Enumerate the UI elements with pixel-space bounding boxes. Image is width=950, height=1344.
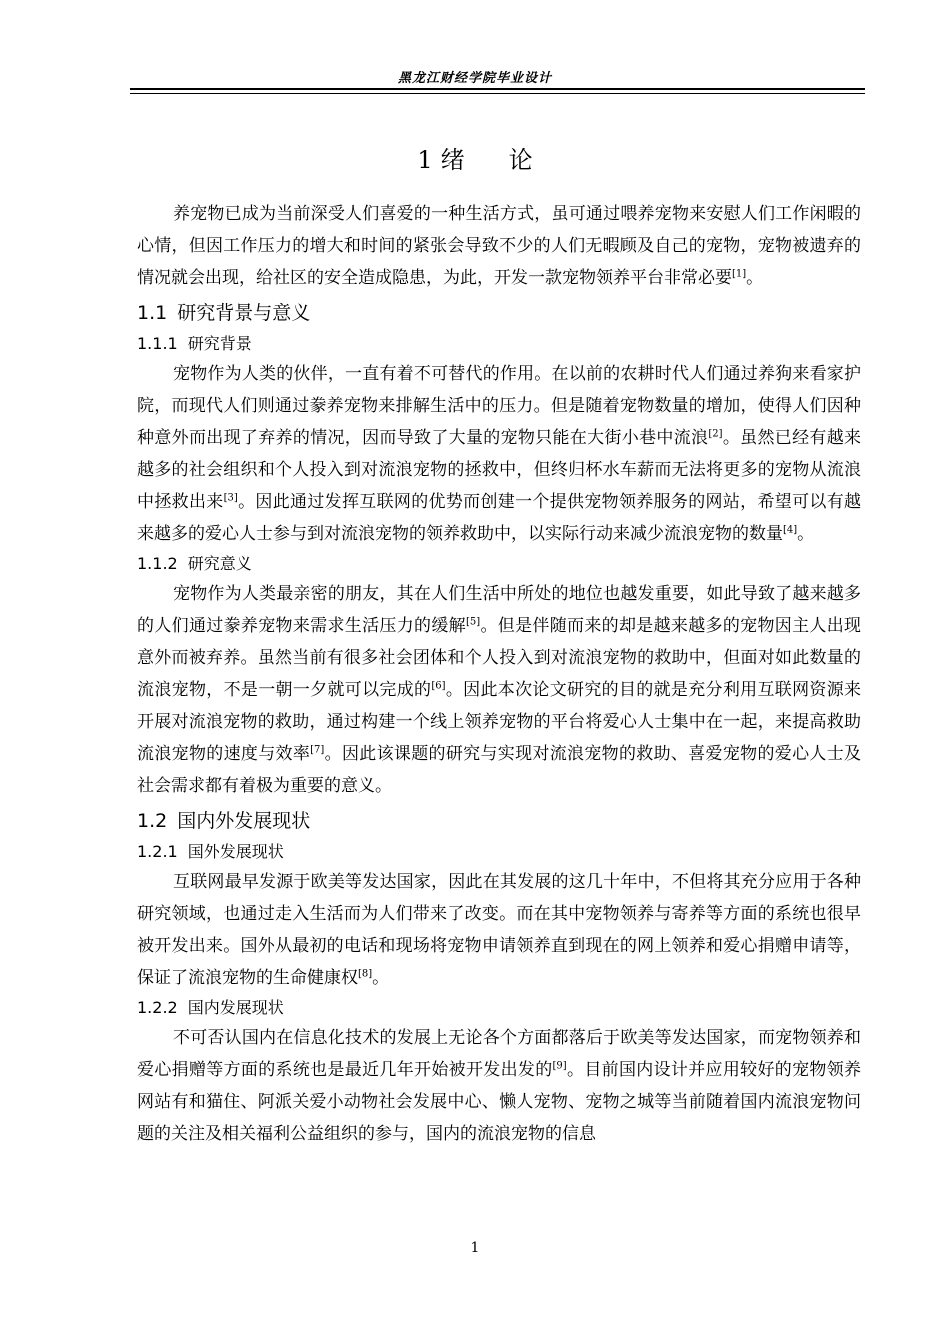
paragraph-text: 不可否认国内在信息化技术的发展上无论各个方面都落后于欧美等发达国家，而宠物领养和爱心捐赠等方面的系统也是最近几年开始被开发出发的 [137, 1028, 861, 1080]
chapter-number: 1 [417, 146, 433, 174]
chapter-title-part-b: 论 [508, 146, 533, 174]
subsection-heading-1-1-1 [137, 330, 861, 358]
paragraph-text: 互联网最早发源于欧美等发达国家，因此在其发展的这几十年中，不但将其充分应用于各种研究领域，也通过走入生活而为人们带来了改变。而在其中宠物领养与寄养等方面的系统也很早被开发出来。国外从最初的电话和现场将宠物申请领养直到现在的网上领养和爱心捐赠申请等，保证了流浪宠物的生命健康权 [137, 872, 861, 988]
section-number: 1.1 [137, 302, 168, 324]
subsection-title: 研究意义 [187, 554, 252, 573]
paragraph-text: 宠物作为人类的伙伴，一直有着不可替代的作用。在以前的农耕时代人们通过养狗来看家护院，而现代人们则通过豢养宠物来排解生活中的压力。但是随着宠物数量的增加，使得人们因种种意外而出现了弃养的情况，因而导致了大量的宠物只能在大街小巷中流浪 [137, 364, 861, 448]
paragraph-text: 宠物作为人类最亲密的朋友，其在人们生活中所处的地位也越发重要，如此导致了越来越多的人们通过豢养宠物来需求生活压力的缓解 [137, 584, 861, 636]
paragraph-text: 。 [372, 968, 390, 988]
subsection-number: 1.1.2 [137, 554, 178, 573]
paragraph-text: 。因此该课题的研究与实现对流浪宠物的救助、喜爱宠物的爱心人士及社会需求都有着极为重要的意义。 [137, 744, 862, 796]
citation-ref: [6] [431, 680, 446, 692]
subsection-number: 1.1.1 [137, 334, 178, 353]
header-rule-thin [130, 93, 865, 94]
header-rule-thick [130, 88, 865, 90]
paragraph-text: 。虽然已经有越来越多的社会组织和个人投入到对流浪宠物的拯救中，但终归杯水车薪而无法将更多的宠物从流浪中拯救出来 [137, 428, 862, 512]
subsection-title: 国内发展现状 [187, 998, 284, 1017]
subsection-number: 1.2.2 [137, 998, 178, 1017]
running-header: 黑龙江财经学院毕业设计 [397, 71, 552, 86]
paragraph-text: 。 [797, 524, 815, 544]
paragraph-research-significance [137, 578, 861, 802]
citation-ref: [4] [783, 524, 798, 536]
subsection-heading-1-1-2 [137, 550, 861, 578]
paragraph-text: 。因此本次论文研究的目的就是充分利用互联网资源来开展对流浪宠物的救助，通过构建一个线上领养宠物的平台将爱心人士集中在一起，来提高救助流浪宠物的速度与效率 [137, 680, 862, 764]
paragraph-domestic-status [137, 1022, 861, 1150]
subsection-title: 国外发展现状 [187, 842, 284, 861]
intro-paragraph [137, 198, 861, 294]
section-heading-1-1 [137, 296, 861, 330]
paragraph-research-background [137, 358, 861, 550]
paragraph-text: 。目前国内设计并应用较好的宠物领养网站有和猫住、阿派关爱小动物社会发展中心、懒人宠物、宠物之城等当前随着国内流浪宠物问题的关注及相关福利公益组织的参与，国内的流浪宠物的信息 [137, 1060, 862, 1144]
section-heading-1-2 [137, 804, 861, 838]
citation-ref: [7] [310, 744, 325, 756]
paragraph-text: 。但是伴随而来的却是越来越多的宠物因主人出现意外而被弃养。虽然当前有很多社会团体和个人投入到对流浪宠物的救助中，但面对如此数量的流浪宠物，不是一朝一夕就可以完成的 [137, 616, 862, 700]
section-title: 国内外发展现状 [177, 810, 311, 832]
citation-ref: [9] [552, 1060, 567, 1072]
citation-ref: [2] [708, 428, 723, 440]
subsection-number: 1.2.1 [137, 842, 178, 861]
citation-ref: [8] [358, 968, 373, 980]
paragraph-text: 。因此通过发挥互联网的优势而创建一个提供宠物领养服务的网站，希望可以有越来越多的爱心人士参与到对流浪宠物的领养救助中，以实际行动来减少流浪宠物的数量 [137, 492, 862, 544]
citation-ref: [3] [223, 492, 238, 504]
intro-text: 养宠物已成为当前深受人们喜爱的一种生活方式，虽可通过喂养宠物来安慰人们工作闲暇的心情，但因工作压力的增大和时间的紧张会导致不少的人们无暇顾及自己的宠物，宠物被遗弃的情况就会出现，给社区的安全造成隐患，为此，开发一款宠物领养平台非常必要 [137, 204, 861, 288]
chapter-title-part-a: 绪 [440, 146, 465, 174]
paragraph-foreign-status [137, 866, 861, 994]
subsection-heading-1-2-1 [137, 838, 861, 866]
intro-text-end: 。 [746, 268, 764, 288]
citation-ref: [1] [732, 268, 747, 280]
chapter-title [0, 140, 950, 175]
section-title: 研究背景与意义 [177, 302, 311, 324]
citation-ref: [5] [465, 616, 481, 628]
page-number: 1 [470, 1240, 480, 1256]
subsection-title: 研究背景 [187, 334, 252, 353]
subsection-heading-1-2-2 [137, 994, 861, 1022]
section-number: 1.2 [137, 810, 168, 832]
body-text [137, 198, 861, 1150]
